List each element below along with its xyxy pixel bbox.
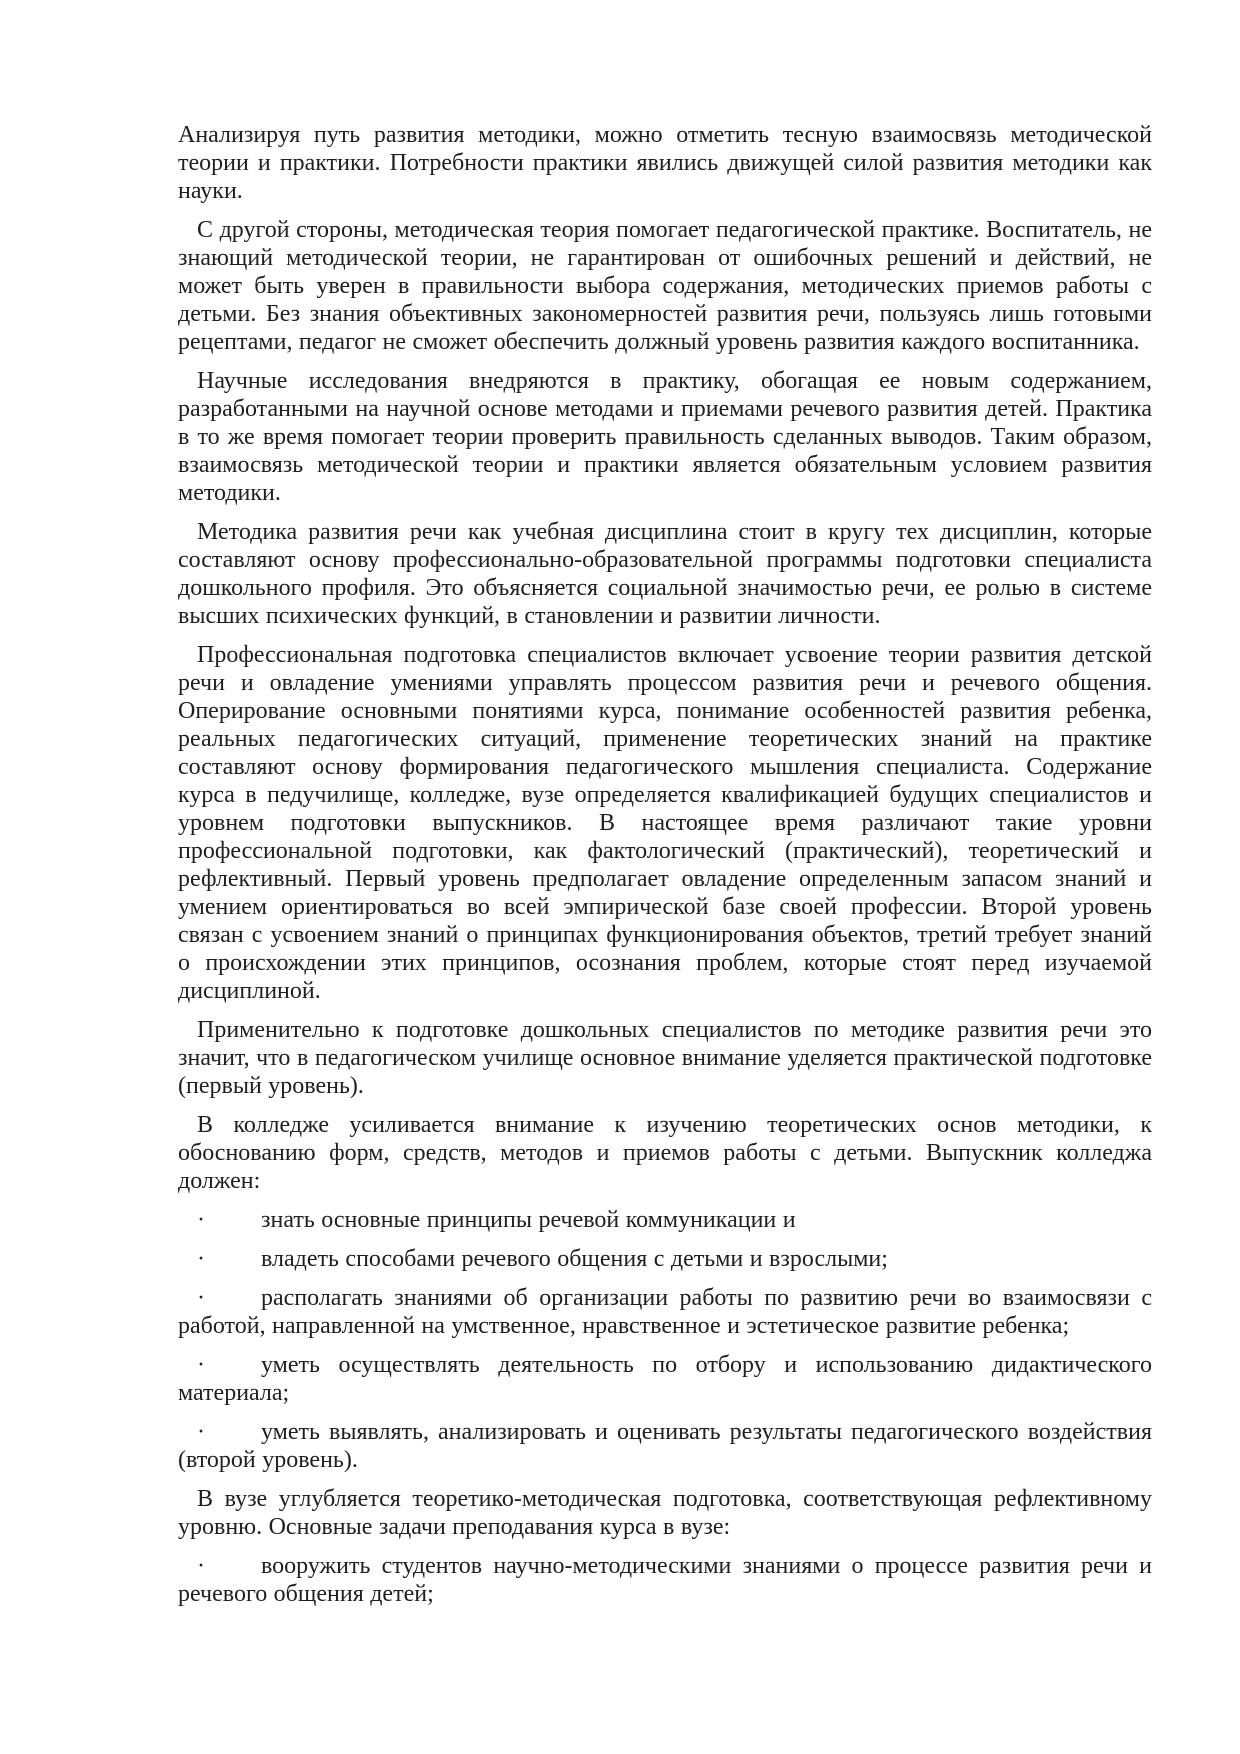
bullet-item bbox=[178, 1245, 1152, 1273]
bullet-text: владеть способами речевого общения с детьми и взрослыми; bbox=[261, 1246, 888, 1272]
paragraph: С другой стороны, методическая теория помогает педагогической практике. Воспитатель, не знающий методической теории, не гарантирован от ошибочных решений и действий, не может быть уверен в правильности выбора содержания, методических приемов работы с детьми. Без знания объективных закономерностей развития речи, пользуясь лишь готовыми рецептами, педагог не сможет обеспечить должный уровень развития каждого воспитанника. bbox=[178, 217, 1152, 355]
bullet-marker: · bbox=[197, 1207, 205, 1233]
paragraph: Методика развития речи как учебная дисциплина стоит в кругу тех дисциплин, которые составляют основу профессионально-образовательной программы подготовки специалиста дошкольного профиля. Это объясняется социальной значимостью речи, ее ролью в системе высших психических функций, в становлении и развитии личности. bbox=[178, 519, 1152, 629]
bullet-text: уметь осуществлять деятельность по отбору и использованию дидактического материала; bbox=[178, 1352, 1152, 1406]
bullet-item bbox=[178, 1351, 1152, 1407]
bullet-marker: · bbox=[197, 1246, 205, 1272]
bullet-text: знать основные принципы речевой коммуникации и bbox=[261, 1207, 796, 1233]
document-body bbox=[178, 121, 1152, 1608]
bullet-text: вооружить студентов научно-методическими знаниями о процессе развития речи и речевого общения детей; bbox=[178, 1553, 1152, 1607]
bullet-item bbox=[178, 1206, 1152, 1234]
bullet-marker: · bbox=[197, 1352, 205, 1378]
bullet-marker: · bbox=[197, 1285, 205, 1311]
paragraph: Применительно к подготовке дошкольных специалистов по методике развития речи это значит, что в педагогическом училище основное внимание уделяется практической подготовке (первый уровень). bbox=[178, 1017, 1152, 1099]
bullet-text: располагать знаниями об организации работы по развитию речи во взаимосвязи с работой, направленной на умственное, нравственное и эстетическое развитие ребенка; bbox=[178, 1285, 1152, 1339]
bullet-item bbox=[178, 1418, 1152, 1474]
paragraph: Научные исследования внедряются в практику, обогащая ее новым содержанием, разработанными на научной основе методами и приемами речевого развития детей. Практика в то же время помогает теории проверить правильность сделанных выводов. Таким образом, взаимосвязь методической теории и практики является обязательным условием развития методики. bbox=[178, 368, 1152, 506]
bullet-marker: · bbox=[197, 1553, 205, 1579]
paragraph: Анализируя путь развития методики, можно отметить тесную взаимосвязь методической теории и практики. Потребности практики явились движущей силой развития методики как науки. bbox=[178, 122, 1152, 204]
paragraph: Профессиональная подготовка специалистов включает усвоение теории развития детской речи и овладение умениями управлять процессом развития речи и речевого общения. Оперирование основными понятиями курса, понимание особенностей развития ребенка, реальных педагогических ситуаций, применение теоретических знаний на практике составляют основу формирования педагогического мышления специалиста. Содержание курса в педучилище, колледже, вузе определяется квалификацией будущих специалистов и уровнем подготовки выпускников. В настоящее время различают такие уровни профессиональной подготовки, как фактологический (практический), теоретический и рефлективный. Первый уровень предполагает овладение определенным запасом знаний и умением ориентироваться во всей эмпирической базе своей профессии. Второй уровень связан с усвоением знаний о принципах функционирования объектов, третий требует знаний о происхождении этих принципов, осознания проблем, которые стоят перед изучаемой дисциплиной. bbox=[178, 642, 1152, 1004]
paragraph: В вузе углубляется теоретико-методическая подготовка, соответствующая рефлективному уровню. Основные задачи преподавания курса в вузе: bbox=[178, 1486, 1152, 1540]
paragraph: В колледже усиливается внимание к изучению теоретических основ методики, к обоснованию форм, средств, методов и приемов работы с детьми. Выпускник колледжа должен: bbox=[178, 1112, 1152, 1194]
bullet-item bbox=[178, 1552, 1152, 1608]
bullet-text: уметь выявлять, анализировать и оценивать результаты педагогического воздействия (второй уровень). bbox=[178, 1419, 1152, 1473]
bullet-item bbox=[178, 1284, 1152, 1340]
bullet-marker: · bbox=[197, 1419, 205, 1445]
